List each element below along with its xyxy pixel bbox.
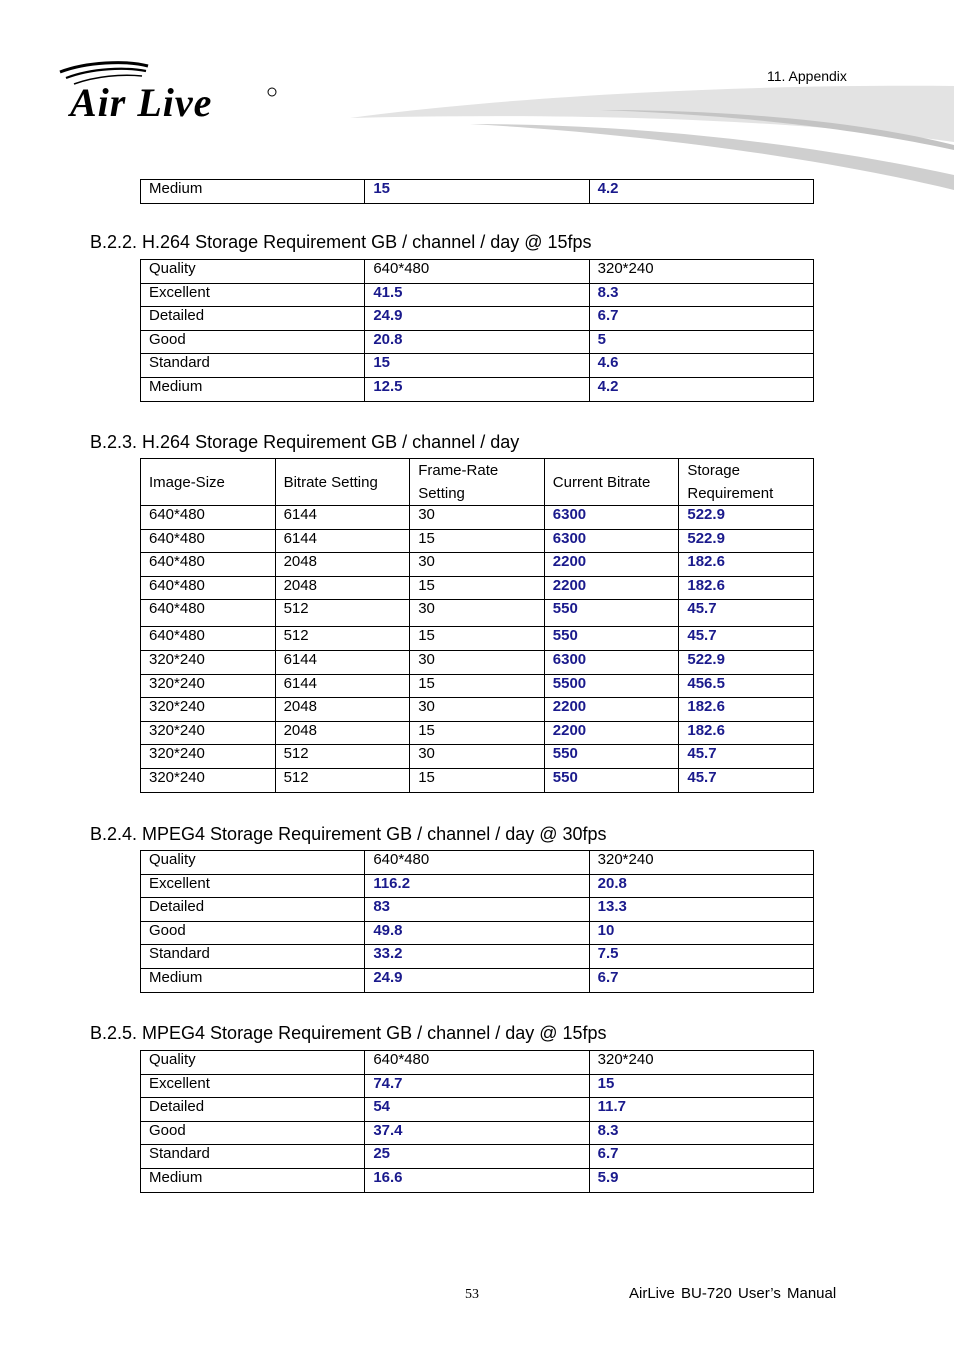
table-cell: 6300	[544, 529, 679, 553]
table-cell: 2048	[275, 553, 410, 577]
table-cell: 15	[410, 576, 545, 600]
table-cell: 15	[410, 529, 545, 553]
svg-text:Air Live: Air Live	[70, 80, 213, 124]
table-cell: 83	[365, 898, 589, 922]
table-cell: Medium	[141, 180, 365, 204]
table-cell: 24.9	[365, 307, 589, 331]
column-header: Quality	[141, 260, 365, 284]
table-cell: 522.9	[679, 529, 814, 553]
table-cell: 550	[544, 768, 679, 792]
table-cell: 4.2	[589, 377, 813, 401]
table-cell: 4.2	[589, 180, 813, 204]
table-cell: 550	[544, 600, 679, 627]
table-row	[141, 650, 814, 674]
table-cell: 37.4	[365, 1121, 589, 1145]
table-cell: Standard	[141, 354, 365, 378]
table-cell: 11.7	[589, 1098, 813, 1122]
table-cell: 15	[365, 180, 589, 204]
table-cell: 522.9	[679, 650, 814, 674]
table-cell: Medium	[141, 968, 365, 992]
storage-table-continued	[140, 179, 814, 204]
table-cell: 45.7	[679, 745, 814, 769]
column-header: Image-Size	[141, 459, 276, 506]
table-row	[141, 307, 814, 331]
table-row	[141, 553, 814, 577]
table-cell: 2048	[275, 576, 410, 600]
table-cell: 33.2	[365, 945, 589, 969]
table-cell: 15	[410, 627, 545, 651]
table-row	[141, 506, 814, 530]
table-row	[141, 377, 814, 401]
table-cell: 8.3	[589, 283, 813, 307]
table-cell: 30	[410, 553, 545, 577]
table-cell: 5.9	[589, 1168, 813, 1192]
table-cell: 512	[275, 627, 410, 651]
column-header-line: Requirement	[687, 485, 774, 502]
table-row	[141, 1145, 814, 1169]
table-row	[141, 945, 814, 969]
table-cell: 45.7	[679, 627, 814, 651]
table-cell: 182.6	[679, 721, 814, 745]
table-cell: 74.7	[365, 1074, 589, 1098]
table-cell: 320*240	[141, 721, 276, 745]
storage-table-b22	[140, 259, 814, 402]
table-cell: 15	[365, 354, 589, 378]
table-header-row	[141, 1051, 814, 1075]
table-cell: 2200	[544, 721, 679, 745]
airlive-logo	[56, 58, 282, 129]
table-row	[141, 768, 814, 792]
table-cell: 15	[589, 1074, 813, 1098]
table-row	[141, 180, 814, 204]
table-cell: Detailed	[141, 307, 365, 331]
table-cell: 522.9	[679, 506, 814, 530]
column-header	[679, 459, 814, 506]
table-cell: 6.7	[589, 307, 813, 331]
column-header: 320*240	[589, 851, 813, 875]
table-cell: 320*240	[141, 650, 276, 674]
table-cell: 456.5	[679, 674, 814, 698]
table-cell: 30	[410, 506, 545, 530]
table-row	[141, 874, 814, 898]
table-cell: 16.6	[365, 1168, 589, 1192]
column-header: Bitrate Setting	[275, 459, 410, 506]
column-header: Quality	[141, 851, 365, 875]
page-number: 53	[465, 1287, 479, 1302]
table-cell: 4.6	[589, 354, 813, 378]
table-cell: 2200	[544, 553, 679, 577]
table-header-row	[141, 459, 814, 506]
section-heading-b22: B.2.2. H.264 Storage Requirement GB / channel / day @ 15fps	[90, 232, 592, 252]
column-header: Quality	[141, 1051, 365, 1075]
table-cell: 6300	[544, 506, 679, 530]
table-cell: 30	[410, 600, 545, 627]
table-cell: 6144	[275, 506, 410, 530]
table-cell: 320*240	[141, 698, 276, 722]
column-header	[410, 459, 545, 506]
table-row	[141, 1168, 814, 1192]
table-cell: 2048	[275, 698, 410, 722]
table-cell: 512	[275, 600, 410, 627]
table-cell: 6.7	[589, 1145, 813, 1169]
table-cell: 5	[589, 330, 813, 354]
table-cell: 49.8	[365, 921, 589, 945]
table-cell: 512	[275, 745, 410, 769]
table-cell: 5500	[544, 674, 679, 698]
table-cell: 41.5	[365, 283, 589, 307]
table-cell: 25	[365, 1145, 589, 1169]
table-row	[141, 698, 814, 722]
table-cell: 45.7	[679, 768, 814, 792]
table-cell: 182.6	[679, 698, 814, 722]
table-row	[141, 674, 814, 698]
table-cell: Standard	[141, 1145, 365, 1169]
table-row	[141, 1074, 814, 1098]
table-cell: Excellent	[141, 283, 365, 307]
column-header: 320*240	[589, 260, 813, 284]
table-cell: Medium	[141, 377, 365, 401]
table-cell: 512	[275, 768, 410, 792]
table-cell: 30	[410, 650, 545, 674]
table-cell: Excellent	[141, 1074, 365, 1098]
table-cell: 6144	[275, 529, 410, 553]
table-row	[141, 354, 814, 378]
table-cell: 45.7	[679, 600, 814, 627]
table-cell: 640*480	[141, 553, 276, 577]
storage-table-b24	[140, 850, 814, 993]
table-cell: 320*240	[141, 768, 276, 792]
table-cell: 550	[544, 745, 679, 769]
table-row	[141, 1098, 814, 1122]
table-cell: 2200	[544, 576, 679, 600]
table-cell: 640*480	[141, 600, 276, 627]
table-cell: 320*240	[141, 745, 276, 769]
table-cell: 640*480	[141, 506, 276, 530]
table-row	[141, 745, 814, 769]
table-row	[141, 283, 814, 307]
table-cell: 6.7	[589, 968, 813, 992]
section-heading-b25: B.2.5. MPEG4 Storage Requirement GB / channel / day @ 15fps	[90, 1023, 607, 1043]
table-cell: 13.3	[589, 898, 813, 922]
table-cell: 8.3	[589, 1121, 813, 1145]
table-cell: 54	[365, 1098, 589, 1122]
table-cell: Medium	[141, 1168, 365, 1192]
table-cell: Standard	[141, 945, 365, 969]
column-header-line: Storage	[687, 462, 740, 479]
table-row	[141, 1121, 814, 1145]
table-cell: 30	[410, 698, 545, 722]
table-cell: 640*480	[141, 529, 276, 553]
table-cell: 7.5	[589, 945, 813, 969]
table-cell: Detailed	[141, 898, 365, 922]
table-cell: 6144	[275, 674, 410, 698]
table-cell: 15	[410, 721, 545, 745]
table-cell: Good	[141, 330, 365, 354]
column-header: 320*240	[589, 1051, 813, 1075]
table-cell: Good	[141, 921, 365, 945]
table-cell: 6144	[275, 650, 410, 674]
column-header: Current Bitrate	[544, 459, 679, 506]
storage-table-b25	[140, 1050, 814, 1193]
table-cell: 550	[544, 627, 679, 651]
table-row	[141, 529, 814, 553]
table-header-row	[141, 260, 814, 284]
table-row	[141, 330, 814, 354]
table-cell: 320*240	[141, 674, 276, 698]
table-row	[141, 898, 814, 922]
manual-title: AirLive BU-720 User’s Manual	[629, 1285, 837, 1302]
table-cell: 6300	[544, 650, 679, 674]
section-heading-b24: B.2.4. MPEG4 Storage Requirement GB / channel / day @ 30fps	[90, 824, 607, 844]
chapter-label: 11. Appendix	[767, 68, 847, 84]
table-cell: Excellent	[141, 874, 365, 898]
table-cell: Detailed	[141, 1098, 365, 1122]
table-cell: 20.8	[589, 874, 813, 898]
table-cell: 12.5	[365, 377, 589, 401]
table-row	[141, 576, 814, 600]
table-cell: 182.6	[679, 553, 814, 577]
column-header-line: Frame-Rate	[418, 462, 499, 479]
table-cell: 2200	[544, 698, 679, 722]
table-cell: 2048	[275, 721, 410, 745]
table-row	[141, 968, 814, 992]
table-cell: 30	[410, 745, 545, 769]
table-cell: 182.6	[679, 576, 814, 600]
table-row	[141, 721, 814, 745]
table-cell: 640*480	[141, 576, 276, 600]
column-header: 640*480	[365, 260, 589, 284]
table-cell: 24.9	[365, 968, 589, 992]
table-cell: 15	[410, 768, 545, 792]
table-cell: 20.8	[365, 330, 589, 354]
table-row	[141, 600, 814, 627]
section-heading-b23: B.2.3. H.264 Storage Requirement GB / channel / day	[90, 432, 520, 452]
table-row	[141, 627, 814, 651]
table-cell: Good	[141, 1121, 365, 1145]
table-row	[141, 921, 814, 945]
column-header: 640*480	[365, 851, 589, 875]
table-cell: 10	[589, 921, 813, 945]
storage-table-b23	[140, 458, 814, 793]
table-cell: 116.2	[365, 874, 589, 898]
column-header: 640*480	[365, 1051, 589, 1075]
table-cell: 15	[410, 674, 545, 698]
column-header-line: Setting	[418, 485, 465, 502]
table-header-row	[141, 851, 814, 875]
table-cell: 640*480	[141, 627, 276, 651]
